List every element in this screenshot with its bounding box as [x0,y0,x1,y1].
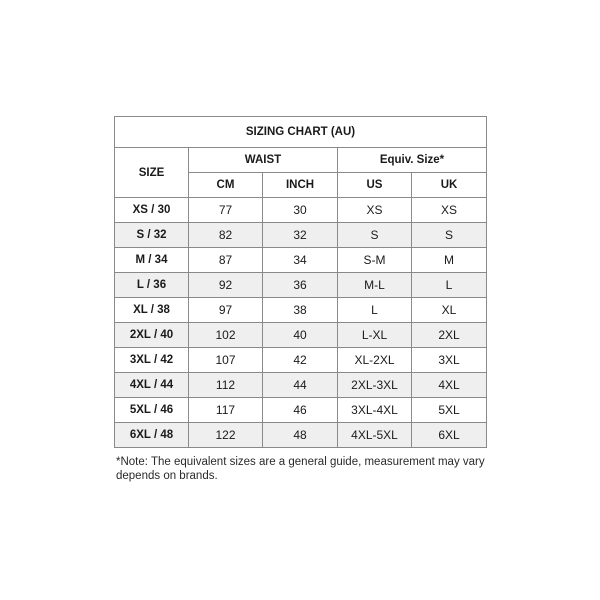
uk-cell: XL [412,298,487,323]
us-cell: S [338,223,412,248]
uk-cell: 3XL [412,348,487,373]
inch-cell: 40 [263,323,338,348]
table-title-row [115,117,487,148]
inch-cell: 32 [263,223,338,248]
inch-cell: 46 [263,398,338,423]
sizing-table [114,116,487,448]
uk-cell: 4XL [412,373,487,398]
table-row [115,373,487,398]
uk-column-header: UK [412,173,487,198]
size-cell: 2XL / 40 [115,323,189,348]
us-cell: L-XL [338,323,412,348]
uk-cell: 5XL [412,398,487,423]
inch-cell: 36 [263,273,338,298]
table-row [115,398,487,423]
cm-cell: 87 [189,248,263,273]
size-cell: 6XL / 48 [115,423,189,448]
waist-group-header: WAIST [189,148,338,173]
uk-cell: XS [412,198,487,223]
cm-cell: 92 [189,273,263,298]
uk-cell: L [412,273,487,298]
cm-cell: 102 [189,323,263,348]
us-cell: 3XL-4XL [338,398,412,423]
us-cell: 2XL-3XL [338,373,412,398]
us-cell: S-M [338,248,412,273]
us-cell: 4XL-5XL [338,423,412,448]
table-row [115,198,487,223]
inch-cell: 48 [263,423,338,448]
us-cell: XS [338,198,412,223]
cm-column-header: CM [189,173,263,198]
inch-cell: 34 [263,248,338,273]
table-row [115,248,487,273]
inch-cell: 42 [263,348,338,373]
size-cell: 5XL / 46 [115,398,189,423]
size-cell: M / 34 [115,248,189,273]
inch-column-header: INCH [263,173,338,198]
equiv-size-group-header: Equiv. Size* [338,148,487,173]
inch-cell: 44 [263,373,338,398]
table-row [115,423,487,448]
table-row [115,323,487,348]
us-cell: M-L [338,273,412,298]
cm-cell: 82 [189,223,263,248]
uk-cell: S [412,223,487,248]
table-row [115,273,487,298]
chart-title: SIZING CHART (AU) [115,117,487,148]
size-column-header: SIZE [115,148,189,198]
size-cell: XS / 30 [115,198,189,223]
size-cell: S / 32 [115,223,189,248]
inch-cell: 30 [263,198,338,223]
cm-cell: 122 [189,423,263,448]
us-column-header: US [338,173,412,198]
us-cell: L [338,298,412,323]
size-cell: 3XL / 42 [115,348,189,373]
table-row [115,298,487,323]
inch-cell: 38 [263,298,338,323]
us-cell: XL-2XL [338,348,412,373]
uk-cell: 6XL [412,423,487,448]
group-header-row [115,148,487,173]
cm-cell: 107 [189,348,263,373]
size-cell: XL / 38 [115,298,189,323]
table-body [115,198,487,448]
cm-cell: 112 [189,373,263,398]
table-row [115,223,487,248]
cm-cell: 97 [189,298,263,323]
uk-cell: M [412,248,487,273]
uk-cell: 2XL [412,323,487,348]
size-cell: L / 36 [115,273,189,298]
size-cell: 4XL / 44 [115,373,189,398]
sizing-chart [114,116,486,448]
sizing-note: *Note: The equivalent sizes are a general guide, measurement may vary depends on brands. [116,456,485,482]
cm-cell: 77 [189,198,263,223]
table-row [115,348,487,373]
cm-cell: 117 [189,398,263,423]
